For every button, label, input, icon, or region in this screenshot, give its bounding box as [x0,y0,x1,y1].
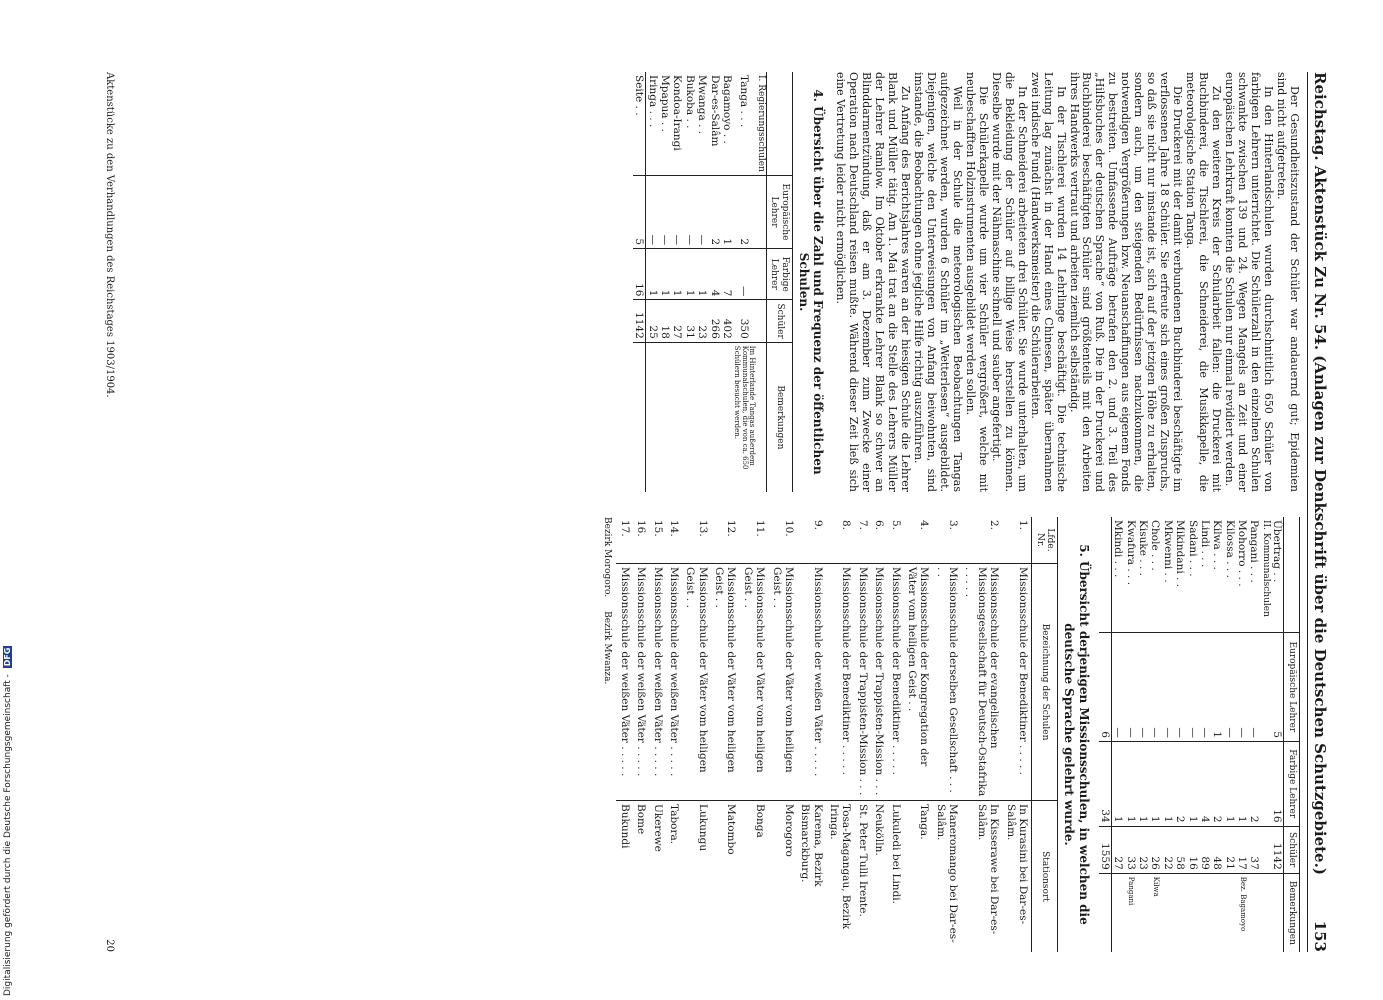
table-row [696,72,708,492]
page-number: 153 [1310,920,1329,952]
school-name: Mpapua . . [659,75,672,132]
school-name: Missionsschule derselben Gesellschaft . . . . . [932,564,961,801]
remark-cell [1271,873,1284,952]
remark-cell [1161,873,1173,952]
value-cell: 2 [1174,741,1186,826]
station-location: Bukundi [617,801,633,953]
value-cell: — [1223,632,1235,741]
group-row [755,72,766,492]
value-cell [1260,826,1271,873]
school-name: Missionsschule der Benediktiner . . . . . [887,564,903,801]
value-cell: 48 [1211,826,1223,873]
remark-cell: Kilwa [1149,873,1161,952]
school-name: Mwanga . . [696,75,709,135]
value-cell: 18 [659,300,671,342]
value-cell: 16 [633,249,646,300]
school-name: Chole . . . [1149,520,1162,571]
school-name: Missionsschule der Väter vom heiligen Geist . . [682,564,711,801]
value-cell: 2 [708,175,720,248]
table-row [1199,517,1211,952]
brace-note: Bezirk Mwanza. [602,611,613,685]
value-cell: 27 [1111,826,1124,873]
value-cell: — [1199,632,1211,741]
row-number: 5. [889,520,902,531]
table-row [682,517,711,952]
value-cell: 31 [683,300,695,342]
table-row [649,517,665,952]
schools-table-continued [1099,517,1300,952]
value-cell: — [696,175,708,248]
row-number: 8. [840,520,853,531]
remark-cell [1248,873,1260,952]
value-cell: 23 [696,300,708,342]
station-location: Ukerewe [649,801,665,953]
table-row [961,517,1002,952]
column-header: Schüler [766,300,792,342]
remark-cell: Pangani [1124,873,1136,952]
value-cell: 1 [696,249,708,300]
table-row [1161,517,1173,952]
value-cell: 1 [1236,741,1248,826]
value-cell: — [659,175,671,248]
school-name: Missionsschule der Väter vom heiligen Geist . . [768,564,797,801]
value-cell: 7 [721,249,733,300]
table-row [740,517,769,952]
remark-cell: Im Hinterlande Tangas außerdem Kommunalschulen, die von ca. 650 Schülern besucht werden. [733,342,755,492]
value-cell: 33 [1124,826,1136,873]
group-row [1260,517,1271,952]
paragraph: In den Hinterlandschulen wurden durchschnittlich 650 Schüler von farbigen Lehrern unterrichtet. Die Schülerzahl in den einzelnen Schulen schwankte zwischen 139 und 24. Wegen Mangels an Zeit und einer europäischen Lehrkraft konnten die Schulen nur einmal revidiert werden. [1223,72,1276,492]
school-name: Iringa . . . [646,75,659,128]
value-cell: 23 [1137,826,1149,873]
station-location: Tabora. [666,801,682,953]
table-row [1211,517,1223,952]
table-row [887,517,903,952]
school-name: Missionsschule der Trappisten-Mission . . . [855,564,871,801]
school-name: Seite . . [633,72,646,175]
value-cell [755,249,766,300]
value-cell: — [683,175,695,248]
value-cell: 1 [683,249,695,300]
station-location: Maneromango bei Dar-es-Salâm. [932,801,961,953]
station-location: St. Peter Tulli Irente. [855,801,871,953]
table-row [708,72,720,492]
school-name: Missionsschule der weißen Väter . . . . . [633,564,649,801]
row-number: 11. [754,520,767,537]
column-header [766,72,792,175]
station-location: Bonga [740,801,769,953]
school-name: Missionsschule der Benediktiner . . . . . [826,564,855,801]
school-name: Kilwa . . . [1211,520,1224,570]
table-row [932,517,961,952]
value-cell: 402 [721,300,733,342]
row-number: 15. [651,520,664,537]
row-number: 12. [725,520,738,537]
row-number: 17. [618,520,631,537]
value-cell: 1 [1137,741,1149,826]
carry-row [1271,517,1284,952]
value-cell: 1559 [1099,826,1112,873]
value-cell: — [733,249,755,300]
school-name: Missionsschule der weißen Väter . . . . . [617,564,633,801]
remark-cell [1223,873,1235,952]
value-cell: 1 [1223,741,1235,826]
value-cell [755,300,766,342]
table-row [1124,517,1136,952]
column-header: Bemerkungen [766,342,792,492]
school-name: Missionsschule der Benediktiner . . . . . [1002,564,1031,801]
table-row [1236,517,1248,952]
row-number: 10. [783,520,795,537]
value-cell: 1 [1186,741,1198,826]
school-name: Missionsschule der Kongregation der Väter vom heiligen Geist . . [904,564,933,801]
row-number: 13. [696,520,709,537]
table-row [1174,517,1186,952]
value-cell: 1 [671,249,683,300]
paragraph: Die Schülerkapelle wurde um vier Schüler vergrößert, welche mit neubeschafften Holzinstrumenten ausgebildet werden sollen. [963,72,990,492]
column-header: Stationsort [1032,801,1058,953]
school-name: Missionsschule der Trappisten-Mission . . . [871,564,887,801]
table-row [711,517,740,952]
right-column [602,517,1300,952]
value-cell: 17 [1236,826,1248,873]
paragraph: Zu den weiteren Kreis der Schularbeit fallen: die Druckerei mit Buchbinderei, die Tischlerei, die Schneiderei, die Musikkapelle, die meteorologische Station Tanga. [1184,72,1224,492]
school-name: Kisuke . . . [1137,520,1150,576]
value-cell: 25 [646,300,659,342]
value-cell: — [646,175,659,248]
row-number: 16. [635,520,648,537]
school-name: I. Regierungsschulen [755,75,766,172]
table-row [666,517,682,952]
remark-cell [659,342,671,492]
value-cell: 22 [1161,826,1173,873]
value-cell: 58 [1174,826,1186,873]
remark-cell [696,342,708,492]
table-row [646,72,659,492]
school-name: Mkindi . . . [1112,520,1125,578]
table-row [733,72,755,492]
value-cell: 1 [1111,741,1124,826]
value-cell: 1 [1124,741,1136,826]
remark-cell [755,342,766,492]
table-row [1137,517,1149,952]
footer-text: Aktenstücke zu den Verhandlungen des Reichstages 1903/1904. [104,72,115,398]
page-header [1307,72,1330,952]
station-location: Lukungu [682,801,711,953]
mission-schools-table [617,517,1059,952]
table-row [1223,517,1235,952]
value-cell: — [1111,632,1124,741]
remark-cell [1186,873,1198,952]
remark-cell [1111,873,1124,952]
column-header: Bezeichnung der Schulen [1032,564,1058,801]
row-number: 14. [668,520,680,537]
station-location: In Kisserawe bei Dar-es-Salâm. [961,801,1002,953]
remark-cell [633,342,646,492]
table-row [659,72,671,492]
row-number: 4. [918,520,931,531]
school-name: Bukoba . . [683,75,696,129]
station-location: Neukölln. [871,801,887,953]
brace-note: Bezirk Morogoro. [602,517,613,598]
value-cell: 34 [1099,741,1112,826]
paragraph: In der Schneiderei arbeiteten drei Schüler. Sie wurde unterhalten, um die Bekleidung der Schüler auf billige Weise herstellen zu können. Dieselbe wurde mit der Nähmaschine schnell und sauber angefertigt. [989,72,1029,492]
table-row [1248,517,1260,952]
station-location: Lukuledi bei Lindi. [887,801,903,953]
value-cell: — [1186,632,1198,741]
station-location: Karema, Bezirk Bismarckburg. [797,801,826,953]
schools-table [633,72,793,492]
value-cell [1260,632,1271,741]
station-location: Matombo [711,801,740,953]
column-header: Farbige Lehrer [1284,741,1300,826]
paragraph: Zu Anfang des Berichtsjahres waren an der hiesigen Schule die Lehrer Blank und Müller tätig. Am 1. Mai trat an die Stelle des Lehrers Müller der Lehrer Ramlow. Im Oktober erkrankte Lehrer Blank so schwer an Blinddarmentzündung, daß er am 3. Dezember zum Zwecke einer Operation nach Deutschland reisen mußte. Während dieser Zeit ließ sich eine Vertretung leider nicht ermöglichen. [834,72,912,492]
table-row [683,72,695,492]
table-row [721,72,733,492]
table-row [855,517,871,952]
remark-cell [708,342,720,492]
value-cell: — [1161,632,1173,741]
table-row [1002,517,1031,952]
school-name: Lindi . . . [1198,520,1211,568]
value-cell: 1142 [633,300,646,342]
sum-row [1099,517,1112,952]
school-name [1099,517,1112,632]
row-number: 7. [856,520,869,531]
left-column [633,72,1300,492]
header-title: Reichstag. Aktenstück Zu Nr. 54. (Anlagen zur Denkschrift über die Deutschen Schutzgebiete.) [1310,72,1329,875]
station-location: Morogoro [768,801,797,953]
paragraph: Weil in der Schule die meteorologischen Beobachtungen Tangas aufgezeichnet werden, wurden 6 Schüler im „Wetterlesen“ ausgebildet. Diejenigen, welche den Unterweisungen von Anfang beiwohnten, sind imstande, die Beobachtungen ohne jegliche Hilfe richtig auszuführen. [911,72,964,492]
school-name: Kwafura . . . [1124,520,1137,586]
value-cell: 1 [646,249,659,300]
value-cell [1260,741,1271,826]
row-number: 1. [1017,520,1029,531]
value-cell: 1 [721,175,733,248]
value-cell: 5 [633,175,646,248]
remark-cell [683,342,695,492]
value-cell: — [1149,632,1161,741]
school-name: Missionsschule der Väter vom heiligen Geist . . [740,564,769,801]
value-cell: 1 [1211,632,1223,741]
station-location: Tosa-Magangau, Bezirk Iringa. [826,801,855,953]
column-header [1284,517,1300,632]
footer-number: 20 [104,939,115,952]
remark-cell [1099,873,1112,952]
row-number: 2. [988,520,1001,531]
school-name: Sadani . . . [1186,520,1199,577]
value-cell: 266 [708,300,720,342]
value-cell: 89 [1199,826,1211,873]
column-header: Europäische Lehrer [1284,632,1300,741]
value-cell: 26 [1149,826,1161,873]
value-cell: 4 [1199,741,1211,826]
table-row [768,517,797,952]
remark-cell [1199,873,1211,952]
value-cell: 2 [733,175,755,248]
page-footer [103,72,115,952]
value-cell [755,175,766,248]
value-cell: 21 [1223,826,1235,873]
remark-cell [1137,873,1149,952]
school-name: Missionsschule der weißen Väter . . . . . [797,564,826,801]
table-row [797,517,826,952]
table-row [617,517,633,952]
station-location: Bome [633,801,649,953]
column-header: Europäische Lehrer [766,175,792,248]
value-cell: 350 [733,300,755,342]
school-name: Übertrag . . [1271,520,1284,583]
school-name: II. Kommunalschulen [1261,520,1272,617]
digitization-credit [3,646,13,996]
school-name: Kondoa-Irangi [671,75,684,151]
table-row [904,517,933,952]
value-cell: 27 [671,300,683,342]
school-name: Mkwenni . . [1161,520,1174,583]
column-header: Schüler [1284,826,1300,873]
table-row [1149,517,1161,952]
sum-row [633,72,646,492]
row-number: 3. [947,520,960,531]
paragraph: Die Druckerei mit der damit verbundenen Buchbinderei beschäftigte im verflossenen Jahre 18 Schüler. Sie erfreute sich eines großen Zuspruchs, so daß sie nicht nur imstande ist, sich auf der jetzigen Höhe zu erhalten, sondern auch, um den steigenden Bedürfnissen nachzukommen, die notwendigen Vergrößerungen bzw. Neuanschaffungen aus eigenem Fonds zu bestreiten. Umfassende Aufträge betrafen den 2. und 3. Teil des „Hilfsbuches der deutschen Sprache“ von Ruß. Die in der Druckerei und Buchbinderei beschäftigten Schüler sind größtenteils mit den Arbeiten ihres Handwerks vertraut und arbeiten ziemlich selbständig. [1067,72,1185,492]
section-5-title: 5. Übersicht derjenigen Missionsschulen, in welchen die deutsche Sprache gelehrt wurde. [1062,544,1091,925]
row-number: 6. [873,520,886,531]
value-cell: 16 [1271,741,1284,826]
scanned-page [100,72,1330,952]
value-cell: 2 [1248,741,1260,826]
value-cell: — [1137,632,1149,741]
value-cell: — [1236,632,1248,741]
table-row [826,517,855,952]
value-cell: 16 [1186,826,1198,873]
school-name: Missionsschule der Väter vom heiligen Geist . . [711,564,740,801]
row-number: 9. [811,520,824,531]
table-row [633,517,649,952]
school-name: Missionsschule der weißen Väter . . . . . [666,564,682,801]
paragraph: In der Tischlerei wurden 14 Lehrlinge beschäftigt. Die technische Leitung lag zunächst in der Hand eines Chinesen, später übernahmen zwei indische Fundi (Handwerksmeister) die Schülerarbeiten. [1028,72,1068,492]
station-location: Tanga. [904,801,933,953]
column-header: Lfde. Nr. [1032,517,1058,564]
section-4-title: 4. Übersicht über die Zahl und Frequenz der öffentlichen Schulen. [796,89,826,475]
value-cell: 4 [708,249,720,300]
value-cell: 2 [1211,741,1223,826]
value-cell: — [671,175,683,248]
school-name: Missionsschule der evangelischen Missionsgesellschaft für Deutsch-Ostafrika . . . . . [961,564,1002,801]
value-cell: 1 [659,249,671,300]
table-row [871,517,887,952]
school-name: Mikindani . . [1174,520,1187,588]
value-cell: 37 [1248,826,1260,873]
school-name: Kilossa . . . [1223,520,1236,578]
value-cell: 5 [1271,632,1284,741]
value-cell: 1142 [1271,826,1284,873]
table-row [1111,517,1124,952]
value-cell: — [1124,632,1136,741]
school-name: Pangani . . . [1248,520,1261,583]
school-name: Bagamoyo . . [720,75,733,144]
remark-cell [1211,873,1223,952]
paragraph: Der Gesundheitszustand der Schüler war andauernd gut; Epidemien sind nicht aufgetreten. [1275,72,1301,492]
station-location: In Kurasini bei Dar-es-Salâm. [1002,801,1031,953]
table-row [671,72,683,492]
column-header: Bemerkungen [1284,873,1300,952]
credit-text: Digitalisierung gefördert durch die Deutsche Forschungsgemeinschaft - [3,674,13,996]
value-cell: — [1174,632,1186,741]
remark-cell: Bez. Bagamoyo [1236,873,1248,952]
school-name: Dar-es-Salâm [708,75,721,147]
dfg-logo: DFG [3,647,12,667]
school-name: Tanga . . . [738,75,751,128]
column-header: Farbige Lehrer [766,249,792,300]
remark-cell [1174,873,1186,952]
value-cell: 1 [1161,741,1173,826]
value-cell: 1 [1149,741,1161,826]
school-name: Mohorro . . . [1236,520,1249,587]
value-cell: 6 [1099,632,1112,741]
remark-cell [721,342,733,492]
remark-cell [1260,873,1271,952]
value-cell: — [1248,632,1260,741]
remark-cell [671,342,683,492]
school-name: Missionsschule der weißen Väter . . . . . [649,564,665,801]
table-row [1186,517,1198,952]
remark-cell [646,342,659,492]
